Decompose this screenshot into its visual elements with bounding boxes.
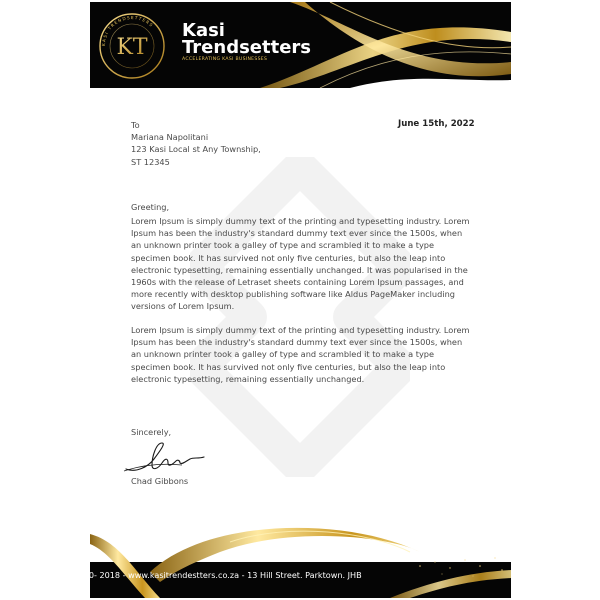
letterhead-footer xyxy=(90,522,511,598)
watermark-icon xyxy=(190,157,410,477)
recipient-block xyxy=(131,119,331,168)
letter-date: June 15th, 2022 xyxy=(398,119,475,129)
address-line-2: ST 12345 xyxy=(131,156,170,167)
logo-initials: KT xyxy=(116,35,148,60)
logo-ring-text: KASI TRENDSETTERS xyxy=(100,14,155,47)
brand-logo-icon xyxy=(96,10,168,82)
brand-name-line2: Trendsetters xyxy=(182,37,312,58)
signature xyxy=(122,439,212,475)
address-line-1: 123 Kasi Local st Any Township, xyxy=(131,144,261,155)
greeting: Greeting, xyxy=(131,202,170,212)
letterhead-header xyxy=(90,2,511,88)
body-paragraph-2: Lorem Ipsum is simply dummy text of the printing and typesetting industry. Lorem Ipsum has been the industry's standard dummy text ever since the 1500s, when an unknown printer took a galley of type and scrambled it to make a type specimen book. It has survived not only five centuries, but also the leap into electronic typesetting, remaining essentially unchanged. xyxy=(131,325,470,384)
footer-contact: +27 87 550- 2018 - www.kasitrendestters.co.za - 13 Hill Street. Parktown. JHB xyxy=(46,570,362,580)
closing: Sincerely, xyxy=(131,427,172,437)
brand-name-line1: Kasi xyxy=(182,20,225,41)
brand-tagline: ACCELERATING KASI BUSINESSES xyxy=(182,57,268,62)
signer-name: Chad Gibbons xyxy=(131,476,189,486)
brand-name xyxy=(182,22,332,56)
body-paragraph-1: Lorem Ipsum is simply dummy text of the printing and typesetting industry. Lorem Ipsum has been the industry's standard dummy text ever since the 1500s, when an unknown printer took a galley of type and scrambled it to make a type specimen book. It has survived not only five centuries, but also the leap into electronic typesetting, remaining essentially unchanged. It was popularised in the 1960s with the release of Letraset sheets containing Lorem Ipsum passages, and more recently with desktop publishing software like Aldus PageMaker including versions of Lorem Ipsum. xyxy=(131,216,470,312)
letterhead-page xyxy=(90,2,511,598)
gold-swoosh-footer xyxy=(90,522,511,598)
recipient-name: Mariana Napolitani xyxy=(131,132,209,143)
to-label: To xyxy=(131,120,140,130)
